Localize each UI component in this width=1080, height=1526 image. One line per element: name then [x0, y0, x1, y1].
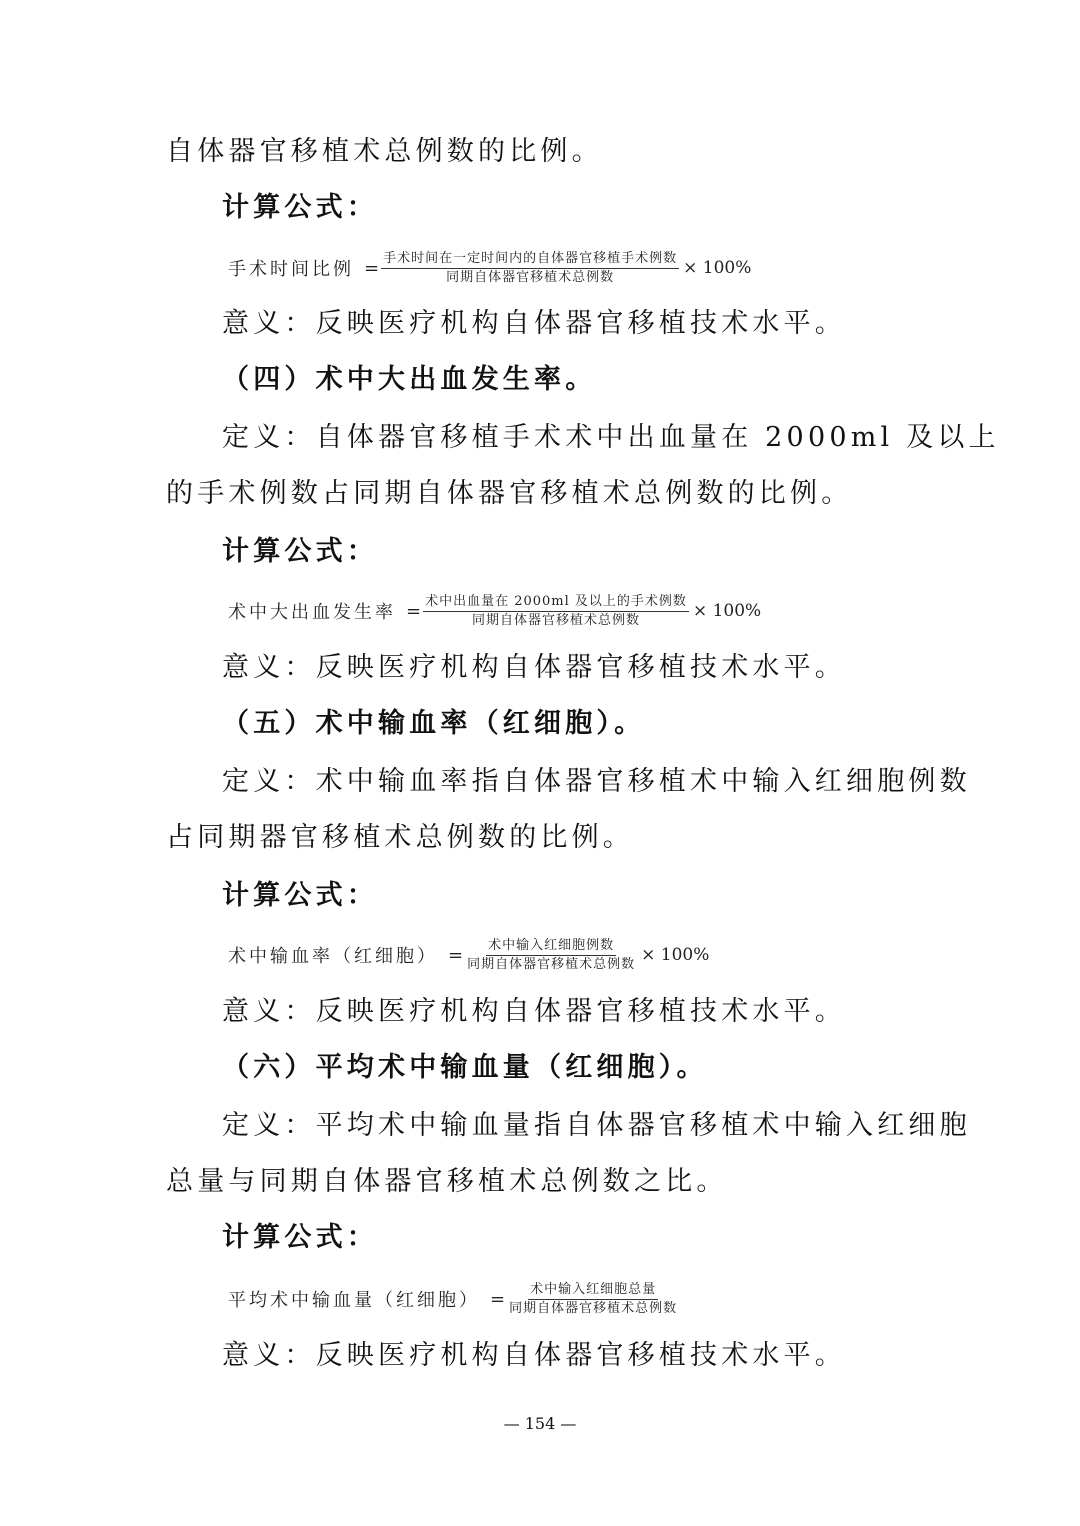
- formula-equals: =: [406, 600, 422, 622]
- page-number: — 154 —: [503, 1414, 577, 1433]
- numerator: 手术时间在一定时间内的自体器官移植手术例数: [381, 250, 679, 269]
- formula-transfusion-rate: [228, 930, 709, 980]
- definition-line: 定义：自体器官移植手术术中出血量在 2000ml 及以上: [222, 422, 1000, 453]
- significance-line: 意义：反映医疗机构自体器官移植技术水平。: [222, 308, 846, 339]
- section-heading-4: （四）术中大出血发生率。: [222, 364, 597, 395]
- formula-equals: =: [364, 257, 380, 279]
- numerator: 术中出血量在 2000ml 及以上的手术例数: [423, 593, 689, 612]
- definition-line: 定义：平均术中输血量指自体器官移植术中输入红细胞: [222, 1110, 971, 1141]
- significance-line: 意义：反映医疗机构自体器官移植技术水平。: [222, 996, 846, 1027]
- formula-heading: 计算公式：: [222, 536, 378, 567]
- definition-line: 定义：术中输血率指自体器官移植术中输入红细胞例数: [222, 766, 971, 797]
- formula-name: 平均术中输血量（红细胞）: [228, 1290, 480, 1311]
- numerator: 术中输入红细胞总量: [528, 1281, 658, 1300]
- denominator: 同期自体器官移植术总例数: [472, 612, 641, 628]
- formula-name: 术中输血率（红细胞）: [228, 946, 438, 967]
- formula-equals: =: [448, 944, 464, 966]
- formula-heading: 计算公式：: [222, 1222, 378, 1253]
- fraction: [381, 250, 679, 287]
- paragraph-line: 自体器官移植术总例数的比例。: [166, 136, 603, 167]
- formula-average-transfusion-volume: [228, 1274, 679, 1324]
- fraction: [465, 937, 637, 974]
- denominator: 同期自体器官移植术总例数: [509, 1300, 678, 1316]
- formula-equals: =: [490, 1288, 506, 1310]
- fraction: [507, 1281, 679, 1318]
- paragraph-line: 总量与同期自体器官移植术总例数之比。: [166, 1166, 728, 1197]
- section-heading-5: （五）术中输血率（红细胞）。: [222, 708, 646, 739]
- times-percent: × 100%: [641, 945, 710, 965]
- formula-name: 手术时间比例: [228, 259, 354, 280]
- fraction: [423, 593, 689, 630]
- formula-name: 术中大出血发生率: [228, 602, 396, 623]
- numerator: 术中输入红细胞例数: [486, 937, 616, 956]
- times-percent: × 100%: [683, 258, 752, 278]
- formula-heading: 计算公式：: [222, 192, 378, 223]
- formula-heading: 计算公式：: [222, 880, 378, 911]
- times-percent: × 100%: [692, 601, 762, 621]
- significance-line: 意义：反映医疗机构自体器官移植技术水平。: [222, 1340, 846, 1371]
- denominator: 同期自体器官移植术总例数: [446, 269, 615, 285]
- paragraph-line: 占同期器官移植术总例数的比例。: [166, 822, 634, 853]
- paragraph-line: 的手术例数占同期自体器官移植术总例数的比例。: [166, 478, 853, 509]
- section-heading-6: （六）平均术中输血量（红细胞）。: [222, 1052, 708, 1083]
- formula-surgery-time-ratio: [228, 243, 751, 293]
- significance-line: 意义：反映医疗机构自体器官移植技术水平。: [222, 652, 846, 683]
- formula-massive-bleeding-rate: [228, 586, 761, 636]
- denominator: 同期自体器官移植术总例数: [467, 956, 636, 972]
